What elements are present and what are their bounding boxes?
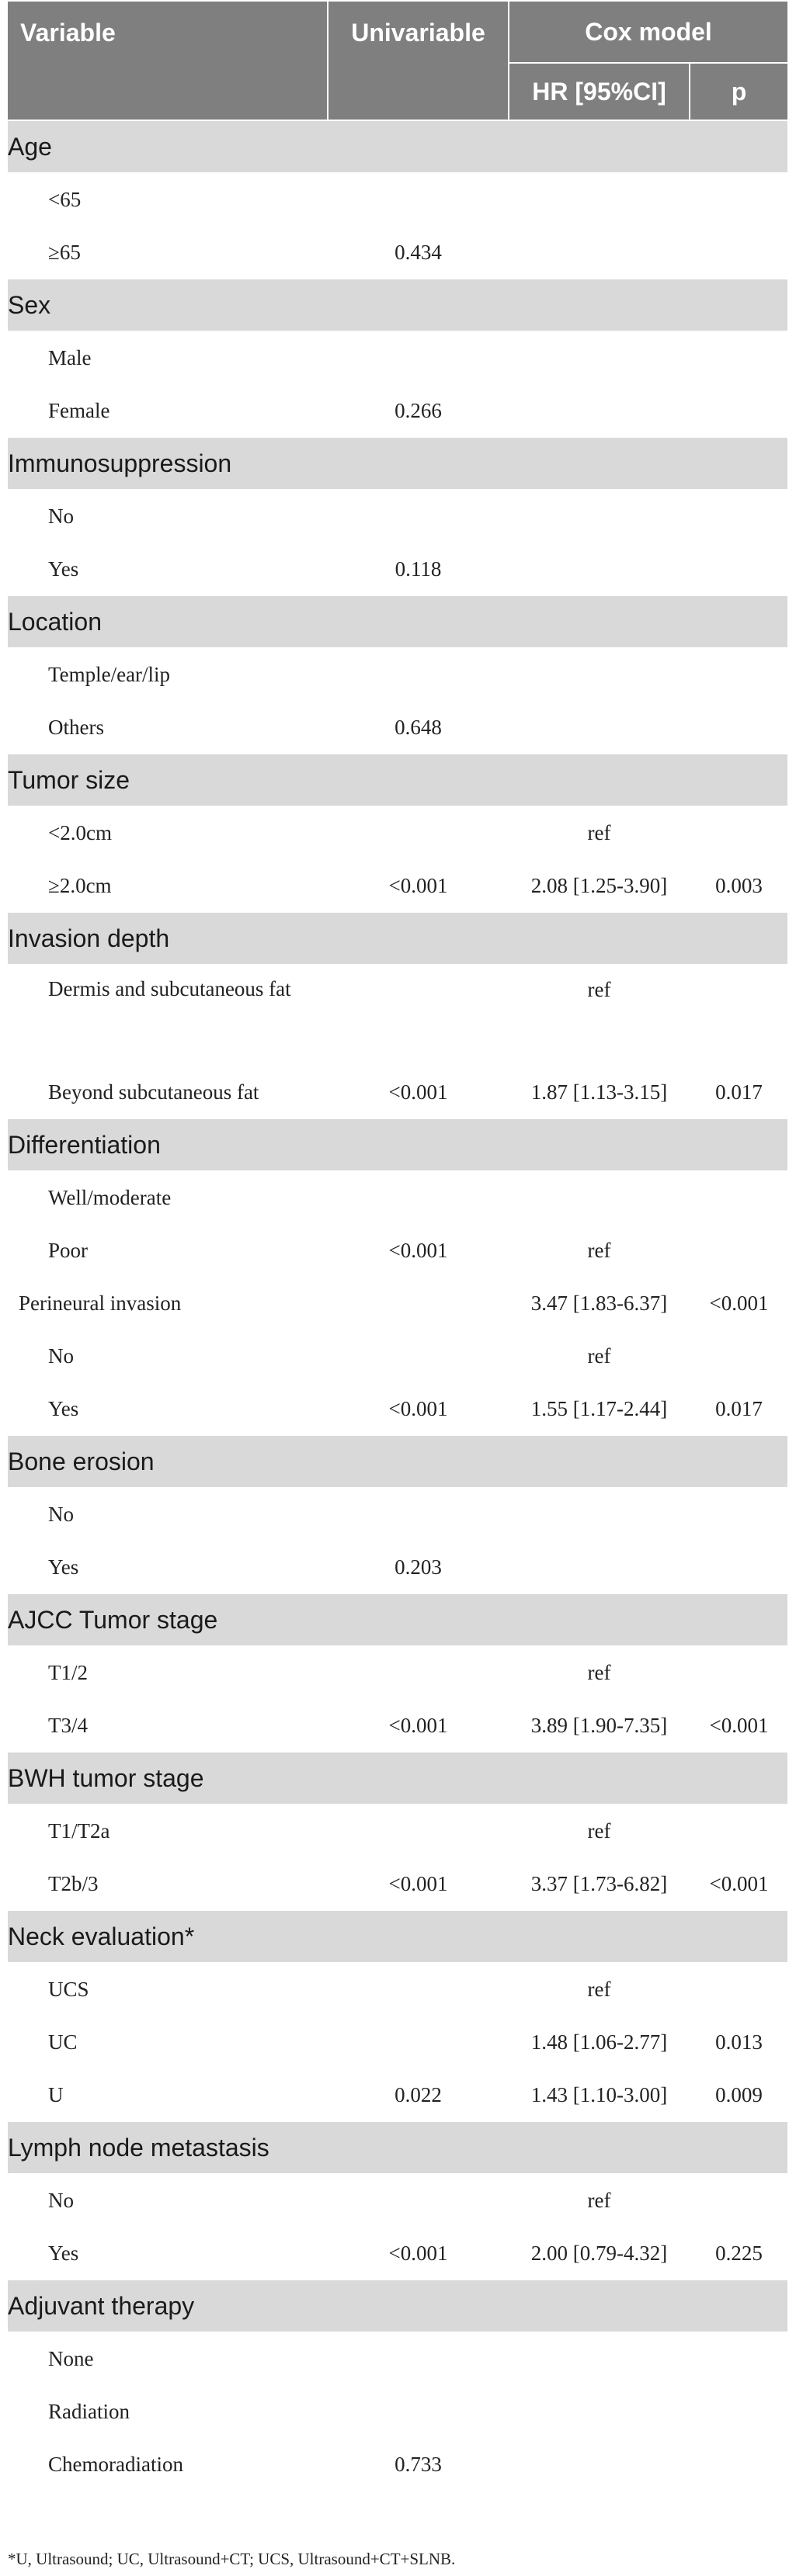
table-row	[7, 965, 788, 1066]
univariable-p-cell	[328, 331, 509, 384]
univariable-p-cell: <0.001	[328, 859, 509, 912]
table-header	[7, 1, 788, 120]
table-row	[7, 1066, 788, 1118]
group-header-row	[7, 2280, 788, 2332]
hazard-ratio-cell	[509, 490, 690, 543]
table-row	[7, 1963, 788, 2016]
col-header-variable: Variable	[7, 1, 328, 120]
table-row	[7, 1277, 788, 1330]
row-label: Dermis and subcutaneous fat	[7, 965, 328, 1066]
hazard-ratio-cell	[509, 701, 690, 754]
univariable-p-cell: 0.266	[328, 384, 509, 437]
row-label: T3/4	[7, 1699, 328, 1752]
table-body	[7, 120, 788, 2491]
hazard-ratio-cell: ref	[509, 1224, 690, 1277]
cox-p-cell: <0.001	[690, 1277, 788, 1330]
table-footnote: *U, Ultrasound; UC, Ultrasound+CT; UCS, Ultrasound+CT+SLNB.	[8, 2550, 456, 2568]
univariable-p-cell	[328, 806, 509, 859]
univariable-p-cell	[328, 2016, 509, 2068]
hazard-ratio-cell	[509, 173, 690, 226]
table-row	[7, 1171, 788, 1224]
group-label: Neck evaluation*	[7, 1910, 788, 1963]
group-header-row	[7, 437, 788, 490]
table-row	[7, 1330, 788, 1382]
group-label: Age	[7, 120, 788, 173]
cox-p-cell: 0.009	[690, 2068, 788, 2121]
hazard-ratio-cell: 3.37 [1.73-6.82]	[509, 1857, 690, 1910]
table-row	[7, 1541, 788, 1593]
hazard-ratio-cell: ref	[509, 806, 690, 859]
group-header-row	[7, 912, 788, 965]
univariable-p-cell: 0.733	[328, 2438, 509, 2491]
cox-p-cell: 0.017	[690, 1382, 788, 1435]
hazard-ratio-cell: 3.89 [1.90-7.35]	[509, 1699, 690, 1752]
hazard-ratio-cell	[509, 384, 690, 437]
group-label: Immunosuppression	[7, 437, 788, 490]
row-label: Male	[7, 331, 328, 384]
row-label: No	[7, 2174, 328, 2227]
univariable-p-cell: <0.001	[328, 1224, 509, 1277]
cox-p-cell	[690, 543, 788, 595]
univariable-p-cell	[328, 1330, 509, 1382]
cox-p-cell: <0.001	[690, 1857, 788, 1910]
group-label: Adjuvant therapy	[7, 2280, 788, 2332]
group-label: Bone erosion	[7, 1435, 788, 1488]
hazard-ratio-cell: 1.48 [1.06-2.77]	[509, 2016, 690, 2068]
table-row	[7, 2227, 788, 2280]
hazard-ratio-cell: ref	[509, 1330, 690, 1382]
cox-p-cell: 0.003	[690, 859, 788, 912]
cox-p-cell	[690, 1488, 788, 1541]
cox-p-cell	[690, 701, 788, 754]
univariable-p-cell	[328, 965, 509, 1066]
group-header-row	[7, 1118, 788, 1171]
cox-p-cell: <0.001	[690, 1699, 788, 1752]
univariable-p-cell: 0.022	[328, 2068, 509, 2121]
cox-p-cell	[690, 1224, 788, 1277]
row-label: Yes	[7, 1382, 328, 1435]
row-label: UC	[7, 2016, 328, 2068]
hazard-ratio-cell: 1.55 [1.17-2.44]	[509, 1382, 690, 1435]
cox-p-cell: 0.013	[690, 2016, 788, 2068]
table-row	[7, 2068, 788, 2121]
univariable-p-cell	[328, 1805, 509, 1857]
cox-p-cell	[690, 965, 788, 1066]
univariable-p-cell	[328, 490, 509, 543]
cox-p-cell	[690, 331, 788, 384]
table-row	[7, 1646, 788, 1699]
table-row	[7, 2174, 788, 2227]
col-header-hr: HR [95%CI]	[509, 63, 690, 120]
cox-p-cell	[690, 1541, 788, 1593]
cox-p-cell	[690, 1963, 788, 2016]
hazard-ratio-cell: ref	[509, 1646, 690, 1699]
row-label: <65	[7, 173, 328, 226]
cox-p-cell	[690, 1805, 788, 1857]
hazard-ratio-cell	[509, 1488, 690, 1541]
cox-p-cell	[690, 1646, 788, 1699]
table-row	[7, 2385, 788, 2438]
group-header-row	[7, 1435, 788, 1488]
table-row	[7, 648, 788, 701]
group-header-row	[7, 1752, 788, 1805]
group-label: Differentiation	[7, 1118, 788, 1171]
cox-p-cell	[690, 648, 788, 701]
univariable-p-cell: 0.434	[328, 226, 509, 279]
group-header-row	[7, 2121, 788, 2174]
table-row	[7, 173, 788, 226]
hazard-ratio-cell: 1.87 [1.13-3.15]	[509, 1066, 690, 1118]
hazard-ratio-cell	[509, 2385, 690, 2438]
univariable-p-cell: 0.203	[328, 1541, 509, 1593]
table-row	[7, 1224, 788, 1277]
row-label: Radiation	[7, 2385, 328, 2438]
row-label: Female	[7, 384, 328, 437]
table-row	[7, 1488, 788, 1541]
row-label: Perineural invasion	[7, 1277, 328, 1330]
table-row	[7, 1857, 788, 1910]
row-label: None	[7, 2332, 328, 2385]
group-label: BWH tumor stage	[7, 1752, 788, 1805]
univariable-p-cell: <0.001	[328, 1066, 509, 1118]
hazard-ratio-cell	[509, 543, 690, 595]
cox-p-cell	[690, 2438, 788, 2491]
row-label: UCS	[7, 1963, 328, 2016]
group-label: Tumor size	[7, 754, 788, 806]
table-row	[7, 1382, 788, 1435]
row-label: Chemoradiation	[7, 2438, 328, 2491]
univariable-p-cell	[328, 1171, 509, 1224]
univariable-p-cell: 0.118	[328, 543, 509, 595]
cox-regression-table	[6, 0, 789, 2491]
hazard-ratio-cell: 3.47 [1.83-6.37]	[509, 1277, 690, 1330]
table-row	[7, 543, 788, 595]
hazard-ratio-cell	[509, 226, 690, 279]
group-header-row	[7, 754, 788, 806]
univariable-p-cell	[328, 173, 509, 226]
cox-p-cell: 0.225	[690, 2227, 788, 2280]
row-label: Others	[7, 701, 328, 754]
table-row	[7, 2332, 788, 2385]
cox-p-cell	[690, 2174, 788, 2227]
hazard-ratio-cell: 2.00 [0.79-4.32]	[509, 2227, 690, 2280]
table-row	[7, 384, 788, 437]
table-row	[7, 2016, 788, 2068]
cox-p-cell	[690, 226, 788, 279]
hazard-ratio-cell	[509, 331, 690, 384]
table-row	[7, 859, 788, 912]
row-label: ≥2.0cm	[7, 859, 328, 912]
hazard-ratio-cell	[509, 1171, 690, 1224]
group-header-row	[7, 595, 788, 648]
col-header-p: p	[690, 63, 788, 120]
cox-p-cell	[690, 384, 788, 437]
row-label: No	[7, 490, 328, 543]
table-row	[7, 806, 788, 859]
row-label: Beyond subcutaneous fat	[7, 1066, 328, 1118]
table-row	[7, 331, 788, 384]
cox-p-cell: 0.017	[690, 1066, 788, 1118]
cox-p-cell	[690, 490, 788, 543]
univariable-p-cell	[328, 1963, 509, 2016]
table-row	[7, 1699, 788, 1752]
table-row	[7, 1805, 788, 1857]
hazard-ratio-cell: ref	[509, 1963, 690, 2016]
univariable-p-cell: <0.001	[328, 2227, 509, 2280]
univariable-p-cell	[328, 2174, 509, 2227]
hazard-ratio-cell: 1.43 [1.10-3.00]	[509, 2068, 690, 2121]
row-label: No	[7, 1330, 328, 1382]
univariable-p-cell	[328, 1488, 509, 1541]
row-label: Yes	[7, 543, 328, 595]
hazard-ratio-cell: ref	[509, 965, 690, 1066]
hazard-ratio-cell: 2.08 [1.25-3.90]	[509, 859, 690, 912]
univariable-p-cell	[328, 1277, 509, 1330]
cox-p-cell	[690, 173, 788, 226]
group-header-row	[7, 279, 788, 331]
row-label: Yes	[7, 1541, 328, 1593]
row-label: Poor	[7, 1224, 328, 1277]
univariable-p-cell	[328, 648, 509, 701]
col-header-cox-model: Cox model	[509, 1, 788, 63]
hazard-ratio-cell	[509, 2438, 690, 2491]
row-label: T1/T2a	[7, 1805, 328, 1857]
univariable-p-cell: <0.001	[328, 1382, 509, 1435]
univariable-p-cell	[328, 1646, 509, 1699]
group-header-row	[7, 1910, 788, 1963]
group-label: Invasion depth	[7, 912, 788, 965]
table-row	[7, 701, 788, 754]
cox-p-cell	[690, 1330, 788, 1382]
col-header-univariable: Univariable	[328, 1, 509, 120]
cox-p-cell	[690, 806, 788, 859]
row-label: ≥65	[7, 226, 328, 279]
row-label: T1/2	[7, 1646, 328, 1699]
univariable-p-cell	[328, 2385, 509, 2438]
table-row	[7, 490, 788, 543]
group-header-row	[7, 120, 788, 173]
row-label: T2b/3	[7, 1857, 328, 1910]
hazard-ratio-cell: ref	[509, 2174, 690, 2227]
row-label: Temple/ear/lip	[7, 648, 328, 701]
row-label: Well/moderate	[7, 1171, 328, 1224]
table-row	[7, 2438, 788, 2491]
row-label: Yes	[7, 2227, 328, 2280]
header-row-1	[7, 1, 788, 63]
group-header-row	[7, 1593, 788, 1646]
table-row	[7, 226, 788, 279]
cox-p-cell	[690, 2385, 788, 2438]
hazard-ratio-cell	[509, 648, 690, 701]
row-label: <2.0cm	[7, 806, 328, 859]
univariable-p-cell	[328, 2332, 509, 2385]
cox-p-cell	[690, 1171, 788, 1224]
hazard-ratio-cell	[509, 2332, 690, 2385]
group-label: Sex	[7, 279, 788, 331]
hazard-ratio-cell	[509, 1541, 690, 1593]
univariable-p-cell: <0.001	[328, 1699, 509, 1752]
univariable-p-cell: <0.001	[328, 1857, 509, 1910]
cox-p-cell	[690, 2332, 788, 2385]
group-label: AJCC Tumor stage	[7, 1593, 788, 1646]
row-label: U	[7, 2068, 328, 2121]
group-label: Location	[7, 595, 788, 648]
row-label: No	[7, 1488, 328, 1541]
hazard-ratio-cell: ref	[509, 1805, 690, 1857]
group-label: Lymph node metastasis	[7, 2121, 788, 2174]
univariable-p-cell: 0.648	[328, 701, 509, 754]
